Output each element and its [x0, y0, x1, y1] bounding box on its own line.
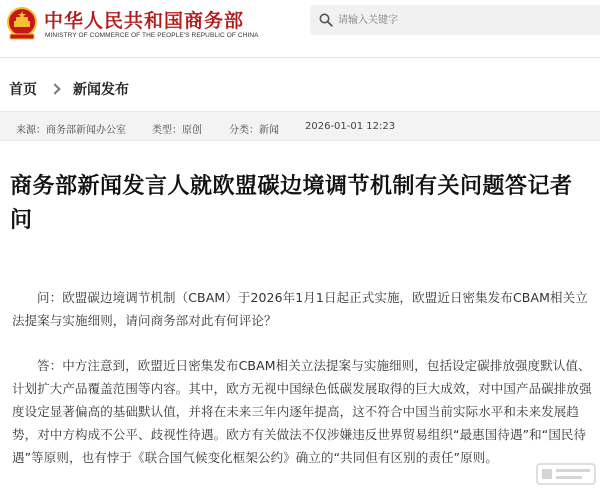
breadcrumb-section-link[interactable]: 新闻发布: [73, 82, 129, 98]
national-emblem-icon[interactable]: [6, 7, 38, 41]
article-title: 商务部新闻发言人就欧盟碳边境调节机制有关问题答记者问: [10, 174, 573, 233]
breadcrumb-home-link[interactable]: 首页: [9, 82, 37, 98]
meta-datetime: 2026-01-01 12:23: [305, 121, 396, 132]
chevron-right-icon: [49, 83, 60, 94]
header-divider: [0, 57, 600, 58]
search-input[interactable]: [338, 9, 588, 31]
article-question-paragraph: 问：欧盟碳边境调节机制（CBAM）于2026年1月1日起正式实施，欧盟近日密集发布CBAM相关立法提案与实施细则，请问商务部对此有何评论？: [12, 290, 588, 328]
article-answer-paragraph: 答：中方注意到，欧盟近日密集发布CBAM相关立法提案与实施细则，包括设定碳排放强度默认值、计划扩大产品覆盖范围等内容。其中，欧方无视中国绿色低碳发展取得的巨大成效，对中国产品碳排放强度设定显著偏高的基础默认值，并将在未来三年内逐年提高，这不符合中国当前实际水平和未来发展趋势，对中方构成不公平、歧视性待遇。欧方有关做法不仅涉嫌违反世界贸易组织“最惠国待遇”和“国民待遇”等原则，也有悖于《联合国气候变化框架公约》确立的“共同但有区别的责任”原则。: [12, 358, 592, 465]
ministry-name-en: MINISTRY OF COMMERCE OF THE PEOPLE'S REPUBLIC OF CHINA: [45, 32, 259, 39]
search-icon[interactable]: [319, 13, 333, 27]
meta-type: 类型：原创: [152, 125, 202, 136]
watermark-logo: [508, 440, 600, 489]
site-header: [0, 0, 600, 56]
breadcrumb: [9, 79, 129, 99]
watermark-icon: [536, 463, 596, 485]
meta-source: 来源：商务部新闻办公室: [16, 125, 126, 136]
article-meta-bar: [0, 111, 600, 141]
meta-category: 分类：新闻: [229, 125, 279, 136]
ministry-name-cn[interactable]: 中华人民共和国商务部: [44, 10, 245, 32]
search-box[interactable]: [310, 5, 600, 35]
